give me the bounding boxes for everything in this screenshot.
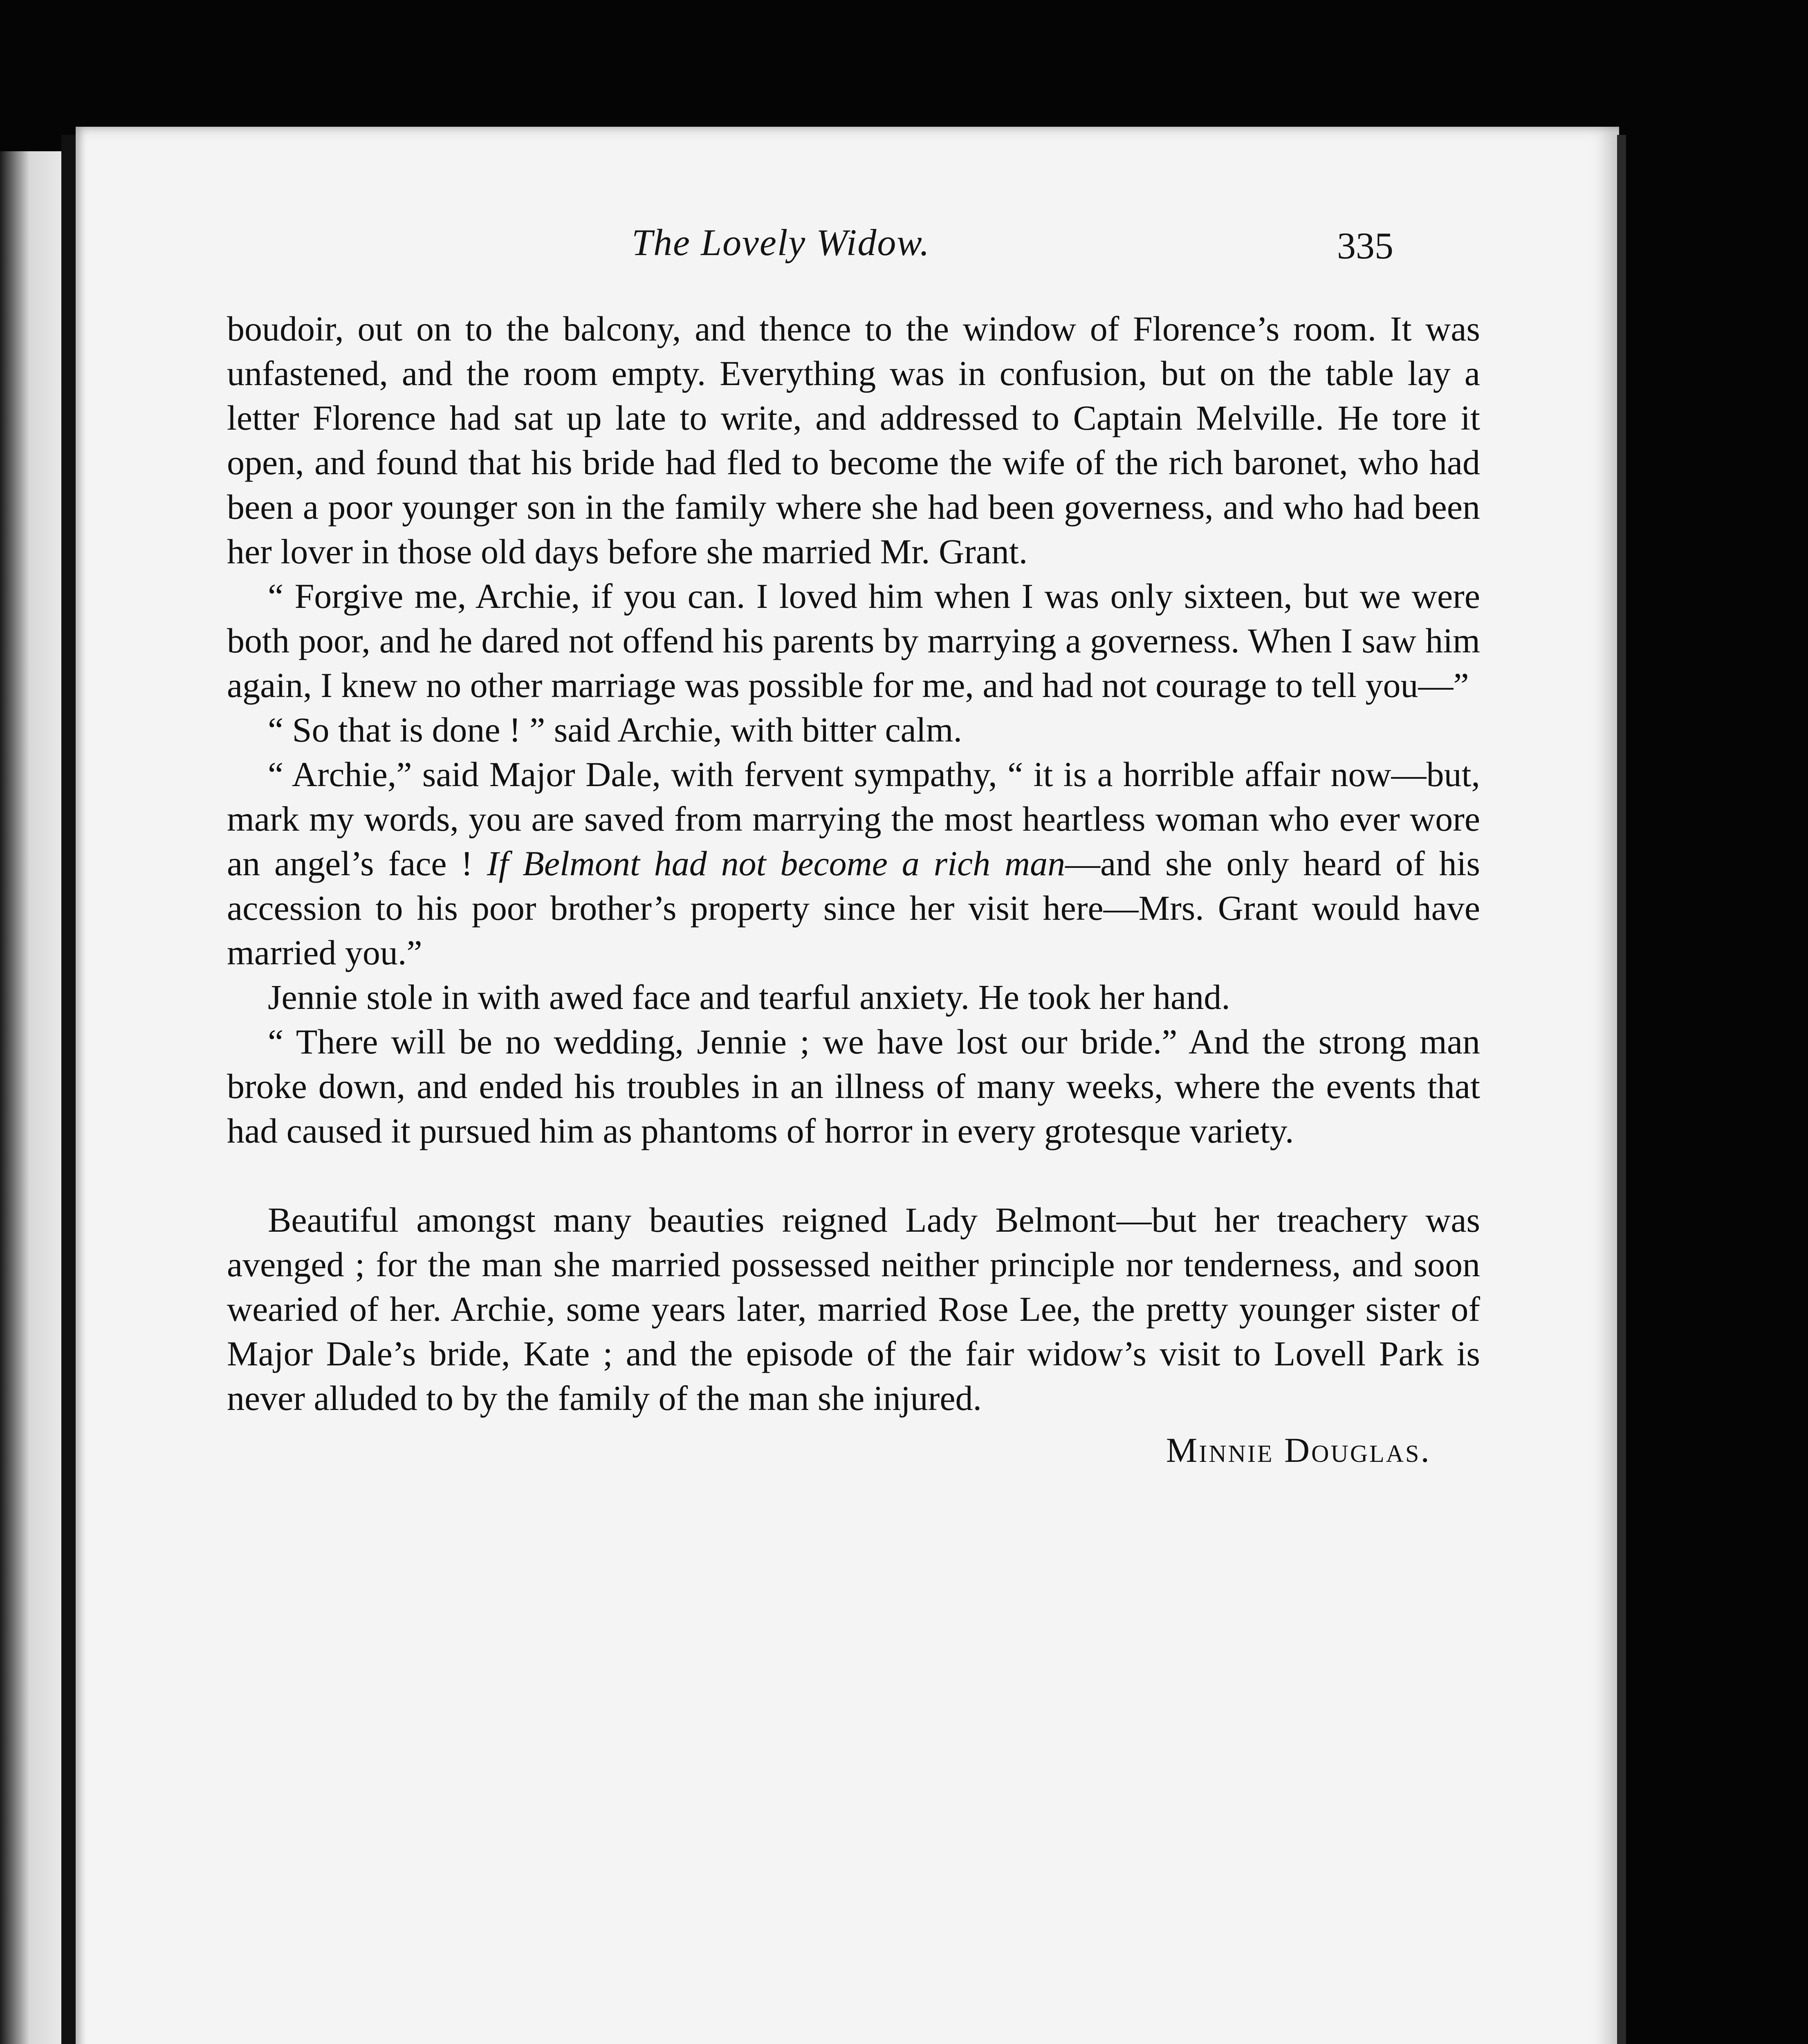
- author-signature: Minnie Douglas.: [1166, 1430, 1431, 1470]
- paragraph: boudoir, out on to the balcony, and thence to the window of Florence’s room. It was unfastened, and the room empty. Everything was in confusion, but on the table lay a letter Florence had sat up late to write, and addressed to Captain Melville. He tore it open, and found that his bride had fled to become the wife of the rich baronet, who had been a poor younger son in the family where she had been governess, and who had been her lover in those old days before she married Mr. Grant.: [227, 309, 1480, 571]
- page-number: 335: [1337, 225, 1393, 267]
- book-gutter: [61, 135, 78, 2044]
- paragraph-text: “ Archie,” said Major Dale, with fervent sympathy, “ it is a horrible affair now—but, mark my words, you are saved from marrying the most heartless woman who ever wore an angel’s face !: [227, 755, 1480, 883]
- page-edge-shadow: [1617, 135, 1626, 2044]
- running-title: The Lovely Widow.: [632, 222, 930, 263]
- body-text: [227, 307, 1480, 1472]
- running-head: [76, 221, 1619, 278]
- paragraph: [227, 752, 1480, 975]
- paragraph-text: —and she only heard of his accession to his poor brother’s property since her visit here—Mrs. Grant would have married you.”: [227, 844, 1480, 972]
- italic-phrase: If Belmont had not become a rich man: [487, 844, 1066, 883]
- paragraph: Jennie stole in with awed face and tearful anxiety. He took her hand.: [268, 977, 1230, 1017]
- paragraph: “ There will be no wedding, Jennie ; we have lost our bride.” And the strong man broke down, and ended his troubles in an illness of many weeks, where the events that had caused it pursued him as phantoms of horror in every grotesque variety.: [227, 1022, 1480, 1150]
- facing-page-edge: [0, 151, 65, 2044]
- paragraph: “ So that is done ! ” said Archie, with bitter calm.: [268, 710, 962, 749]
- paragraph: “ Forgive me, Archie, if you can. I loved him when I was only sixteen, but we were both poor, and he dared not offend his parents by marrying a governess. When I saw him again, I knew no other marriage was possible for me, and had not courage to tell you—”: [227, 576, 1480, 705]
- book-page: [76, 127, 1619, 2044]
- paragraph: Beautiful amongst many beauties reigned Lady Belmont—but her treachery was avenged ; for the man she married possessed neither principle nor tenderness, and soon wearied of her. Archie, some years later, married Rose Lee, the pretty younger sister of Major Dale’s bride, Kate ; and the episode of the fair widow’s visit to Lovell Park is never alluded to by the family of the man she injured.: [227, 1200, 1480, 1418]
